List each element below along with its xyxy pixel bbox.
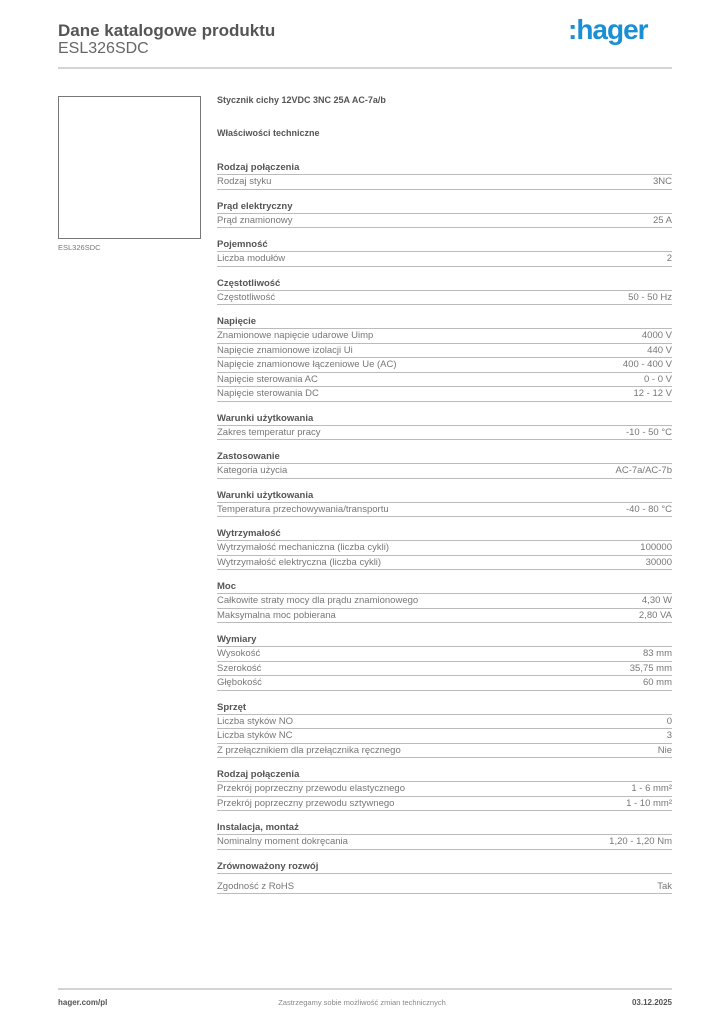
header-divider xyxy=(58,67,672,69)
footer-notice: Zastrzegamy sobie możliwość zmian technicznych xyxy=(278,998,446,1007)
spec-section xyxy=(217,412,672,441)
section-heading: Częstotliwość xyxy=(217,277,672,291)
spec-value: 83 mm xyxy=(642,648,672,659)
section-heading: Wymiary xyxy=(217,633,672,647)
spec-section xyxy=(217,315,672,402)
spec-value: 2,80 VA xyxy=(638,609,672,621)
spec-row xyxy=(217,291,672,306)
product-code: ESL326SDC xyxy=(58,40,149,57)
spec-value: 12 - 12 V xyxy=(633,388,672,399)
spec-row xyxy=(217,175,672,190)
spec-row xyxy=(217,744,672,759)
section-heading: Rodzaj połączenia xyxy=(217,161,672,175)
spec-row xyxy=(217,503,672,518)
spec-row xyxy=(217,715,672,730)
spec-value: 3NC xyxy=(652,176,672,187)
spec-label: Głębokość xyxy=(217,677,262,688)
spec-label: Rodzaj styku xyxy=(217,176,272,187)
spec-sections xyxy=(217,161,672,894)
spec-value: 0 - 0 V xyxy=(644,373,672,385)
section-heading: Zastosowanie xyxy=(217,450,672,464)
footer-website-link[interactable]: hager.com/pl xyxy=(58,998,108,1007)
spec-label: Prąd znamionowy xyxy=(217,214,293,226)
spec-row xyxy=(217,556,672,571)
spec-label: Wytrzymałość mechaniczna (liczba cykli) xyxy=(217,542,390,553)
spec-row xyxy=(217,252,672,267)
spec-row xyxy=(217,358,672,373)
spec-label: Napięcie sterowania AC xyxy=(217,373,318,385)
section-heading: Pojemność xyxy=(217,238,672,252)
spec-label: Napięcie sterowania DC xyxy=(217,388,319,399)
spec-section xyxy=(217,527,672,570)
spec-value: AC-7a/AC-7b xyxy=(615,465,672,476)
spec-section xyxy=(217,489,672,518)
section-heading: Moc xyxy=(217,580,672,594)
product-image-caption: ESL326SDC xyxy=(58,243,101,252)
spec-label: Wytrzymałość elektryczna (liczba cykli) xyxy=(217,556,382,568)
section-heading: Prąd elektryczny xyxy=(217,200,672,214)
hager-logo: :hager xyxy=(568,14,648,45)
spec-label: Z przełącznikiem dla przełącznika ręcznego xyxy=(217,744,401,756)
spec-section xyxy=(217,768,672,811)
spec-section xyxy=(217,450,672,479)
spec-row xyxy=(217,676,672,691)
spec-value: 25 A xyxy=(652,214,672,226)
section-heading: Warunki użytkowania xyxy=(217,412,672,426)
section-heading: Instalacja, montaż xyxy=(217,821,672,835)
spec-section xyxy=(217,821,672,850)
product-image xyxy=(58,96,201,239)
spec-value: 35,75 mm xyxy=(629,662,672,674)
spec-value: 440 V xyxy=(647,344,672,356)
spec-value: 0 xyxy=(666,715,672,727)
section-heading: Sprzęt xyxy=(217,701,672,715)
section-heading: Zrównoważony rozwój xyxy=(217,860,672,874)
spec-label: Częstotliwość xyxy=(217,291,276,303)
spec-section xyxy=(217,701,672,759)
spec-label: Przekrój poprzeczny przewodu elastycznego xyxy=(217,783,405,794)
spec-label: Całkowite straty mocy dla prądu znamionowego xyxy=(217,595,419,606)
page-title: Dane katalogowe produktu xyxy=(58,21,276,40)
spec-label: Liczba modułów xyxy=(217,253,286,264)
spec-label: Nominalny moment dokręcania xyxy=(217,836,348,847)
spec-value: -40 - 80 °C xyxy=(625,503,672,515)
spec-section xyxy=(217,161,672,190)
spec-value: -10 - 50 °C xyxy=(625,426,672,438)
section-heading: Napięcie xyxy=(217,315,672,329)
spec-value: 2 xyxy=(666,253,672,264)
product-description: Stycznik cichy 12VDC 3NC 25A AC-7a/b xyxy=(217,95,386,105)
spec-value: Tak xyxy=(657,880,672,892)
spec-label: Napięcie znamionowe łączeniowe Ue (AC) xyxy=(217,359,397,370)
footer-divider xyxy=(58,988,672,990)
spec-label: Szerokość xyxy=(217,662,262,674)
spec-label: Temperatura przechowywania/transportu xyxy=(217,503,389,515)
product-specs xyxy=(217,95,672,904)
spec-row xyxy=(217,464,672,479)
spec-section xyxy=(217,238,672,267)
spec-value: 4000 V xyxy=(641,330,672,341)
spec-value: 30000 xyxy=(645,556,672,568)
spec-label: Napięcie znamionowe izolacji Ui xyxy=(217,344,353,356)
spec-value: 60 mm xyxy=(642,677,672,688)
spec-row xyxy=(217,329,672,344)
spec-label: Kategoria użycia xyxy=(217,465,288,476)
spec-section xyxy=(217,200,672,229)
spec-value: 50 - 50 Hz xyxy=(628,291,672,303)
spec-section xyxy=(217,633,672,691)
spec-row xyxy=(217,835,672,850)
spec-row xyxy=(217,647,672,662)
spec-row xyxy=(217,214,672,229)
spec-row xyxy=(217,880,672,895)
spec-row xyxy=(217,797,672,812)
spec-value: 4,30 W xyxy=(641,595,672,606)
spec-section xyxy=(217,277,672,306)
spec-label: Zakres temperatur pracy xyxy=(217,426,321,438)
spec-row xyxy=(217,373,672,388)
spec-value: 1 - 6 mm² xyxy=(631,783,672,794)
footer-date: 03.12.2025 xyxy=(631,998,672,1007)
spec-section xyxy=(217,860,672,895)
spec-label: Maksymalna moc pobierana xyxy=(217,609,336,621)
section-heading: Wytrzymałość xyxy=(217,527,672,541)
spec-label: Znamionowe napięcie udarowe Uimp xyxy=(217,330,374,341)
spec-label: Zgodność z RoHS xyxy=(217,880,295,892)
spec-row xyxy=(217,609,672,624)
spec-row xyxy=(217,387,672,402)
spec-row xyxy=(217,782,672,797)
spec-row xyxy=(217,662,672,677)
spec-value: 1,20 - 1,20 Nm xyxy=(609,836,672,847)
properties-heading: Właściwości techniczne xyxy=(217,128,320,138)
spec-value: 100000 xyxy=(640,542,672,553)
spec-value: 1 - 10 mm² xyxy=(626,797,672,809)
section-heading: Warunki użytkowania xyxy=(217,489,672,503)
spec-label: Wysokość xyxy=(217,648,261,659)
spec-value: Nie xyxy=(657,744,672,756)
spec-row xyxy=(217,729,672,744)
spec-value: 400 - 400 V xyxy=(622,359,672,370)
spec-value: 3 xyxy=(666,730,672,741)
spec-section xyxy=(217,580,672,623)
section-heading: Rodzaj połączenia xyxy=(217,768,672,782)
spec-row xyxy=(217,594,672,609)
spec-row xyxy=(217,344,672,359)
spec-label: Przekrój poprzeczny przewodu sztywnego xyxy=(217,797,395,809)
spec-row xyxy=(217,426,672,441)
spec-label: Liczba styków NO xyxy=(217,715,294,727)
spec-row xyxy=(217,541,672,556)
spec-label: Liczba styków NC xyxy=(217,730,293,741)
